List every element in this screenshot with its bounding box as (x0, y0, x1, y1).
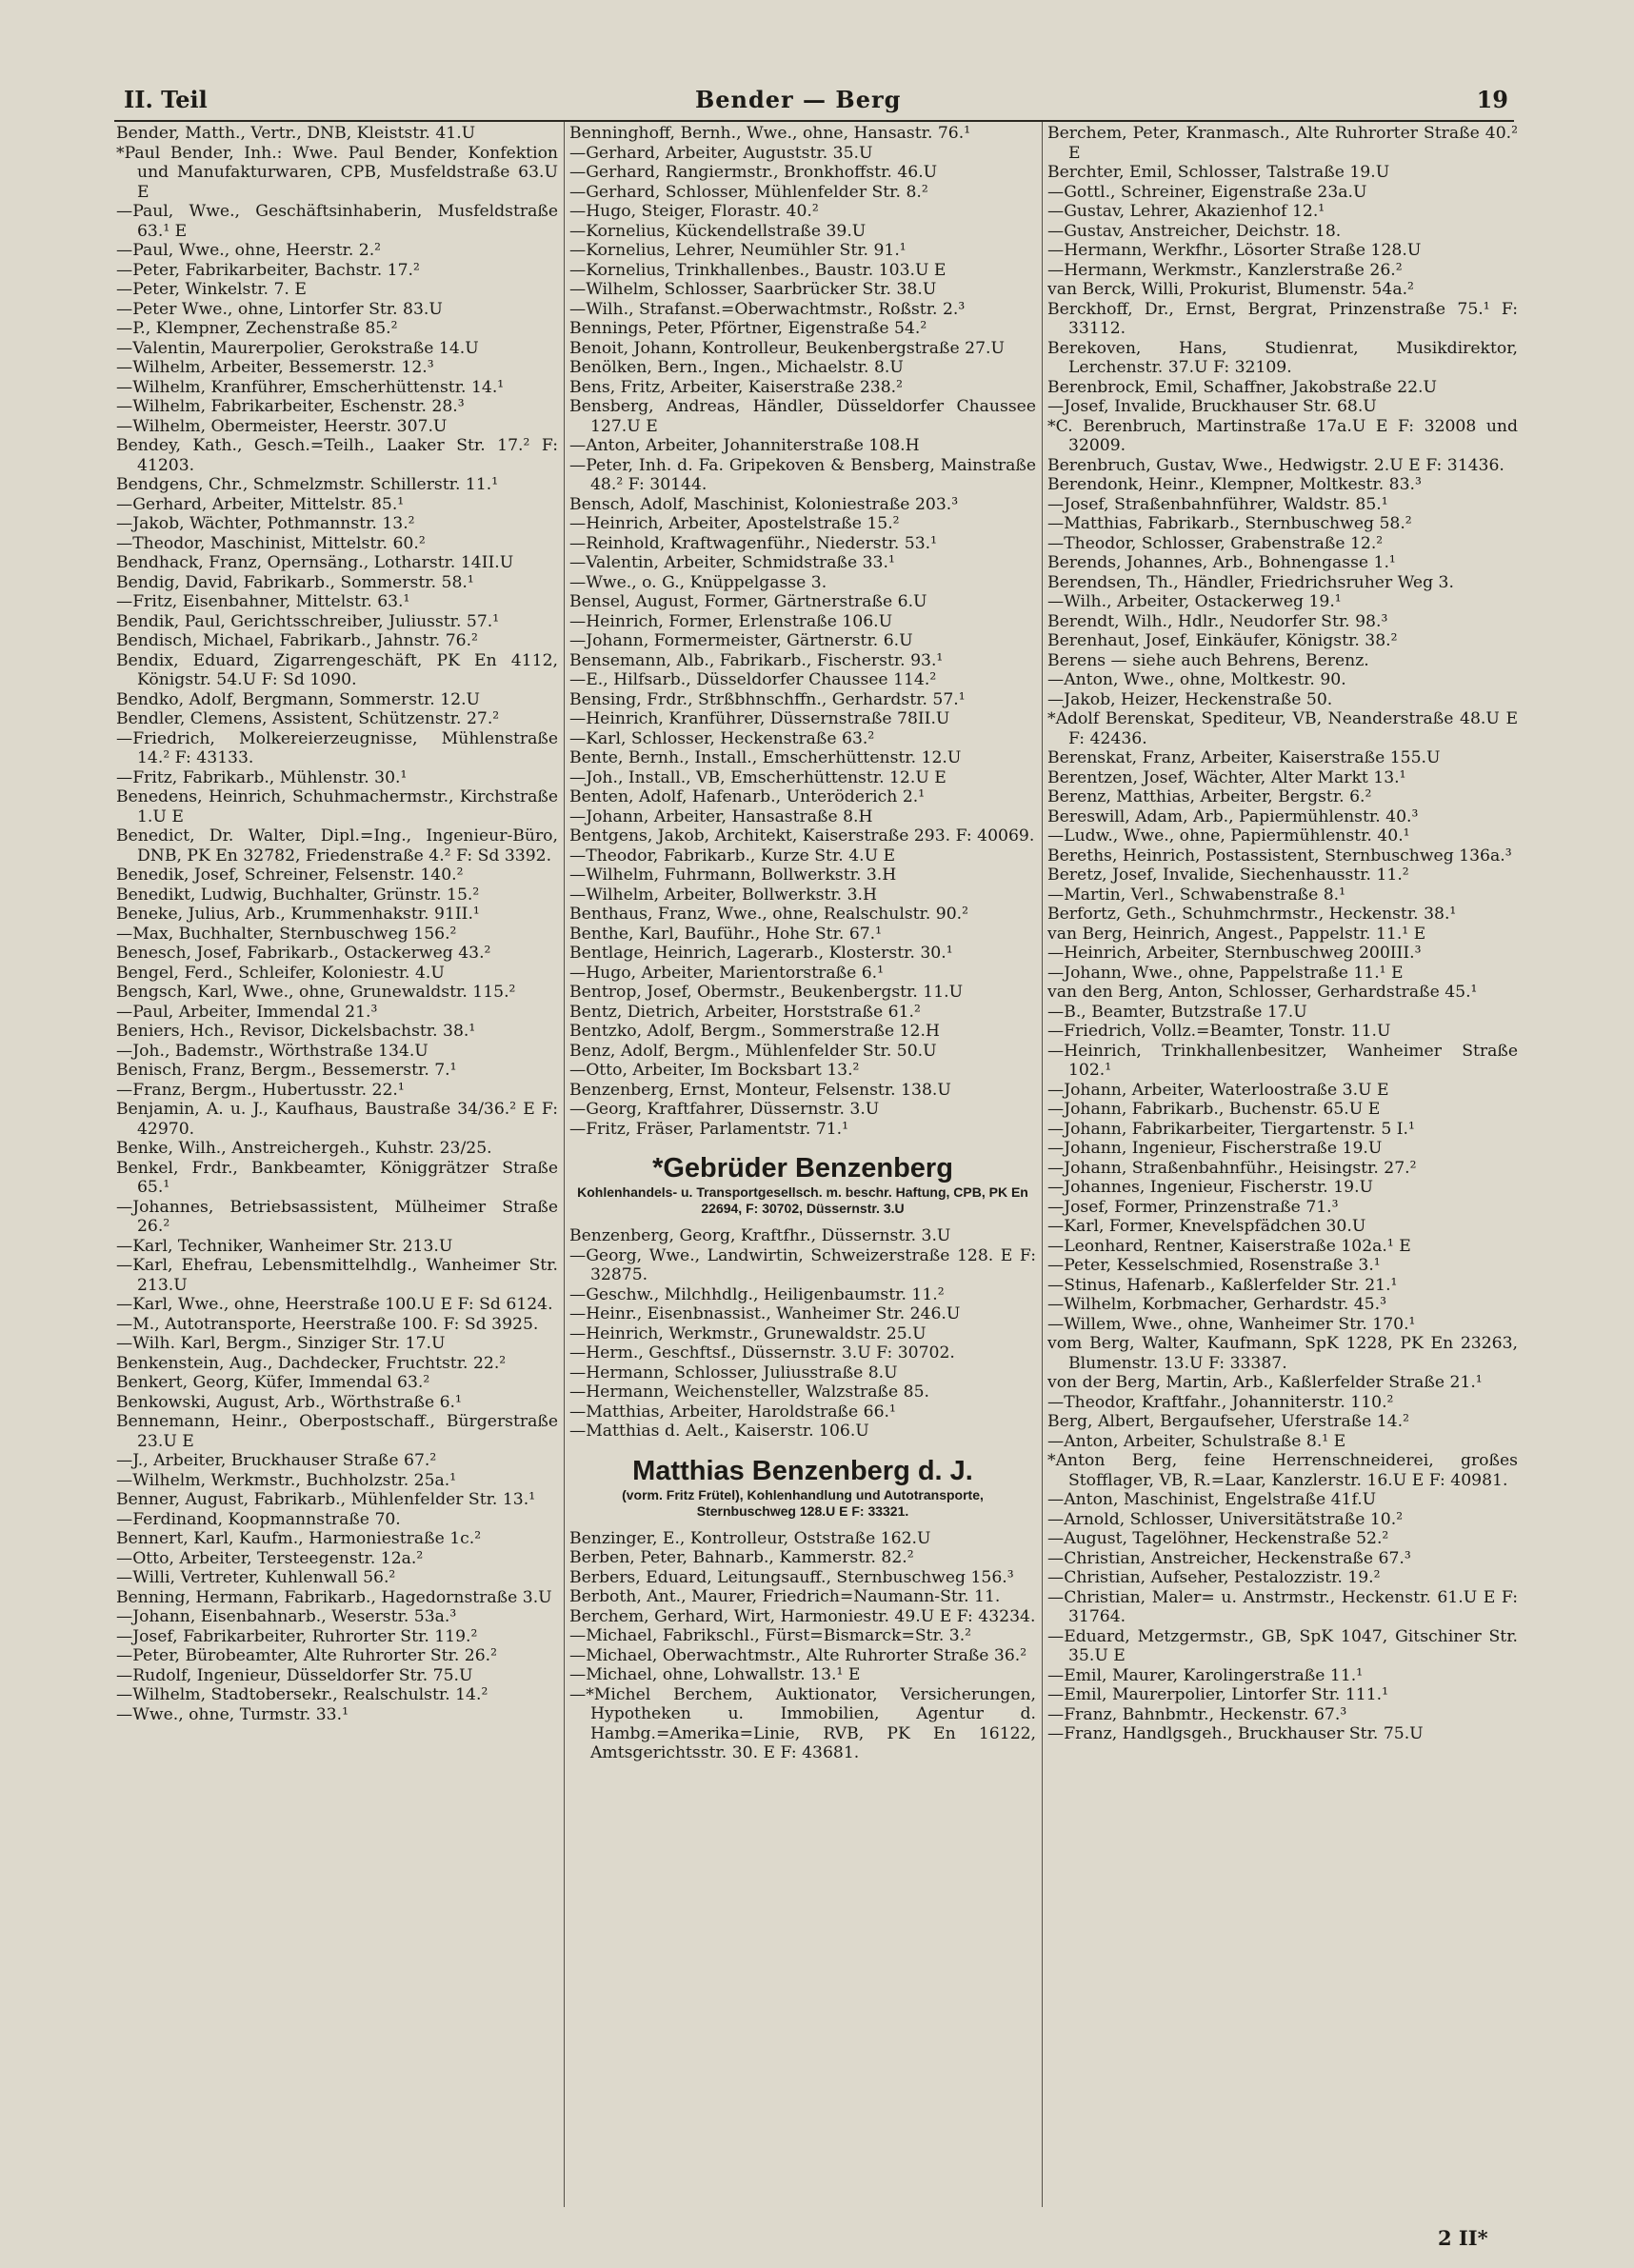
directory-entry: Bender, Matth., Vertr., DNB, Kleiststr. 41.U (116, 124, 476, 143)
directory-entry: —Anton, Maschinist, Engelstraße 41f.U (1047, 1490, 1377, 1509)
directory-entry: *Paul Bender, Inh.: Wwe. Paul Bender, Konfektion und Manufakturwaren, CPB, Musfeldstraße 63.U E (116, 143, 558, 202)
directory-entry: Bentz, Dietrich, Arbeiter, Horststraße 61.² (569, 1002, 921, 1022)
directory-entry: —Franz, Handlgsgeh., Bruckhauser Str. 75.U (1047, 1724, 1424, 1743)
directory-entry: Benning, Hermann, Fabrikarb., Hagedornstraße 3.U (116, 1587, 552, 1607)
directory-entry: Beniers, Hch., Revisor, Dickelsbachstr. 38.¹ (116, 1022, 476, 1041)
directory-entry: Benedens, Heinrich, Schuhmachermstr., Kirchstraße 1.U E (116, 787, 558, 826)
directory-entry: vom Berg, Walter, Kaufmann, SpK 1228, PK En 23263, Blumenstr. 13.U F: 33387. (1047, 1334, 1518, 1373)
directory-entry: Berchem, Peter, Kranmasch., Alte Ruhrorter Straße 40.² E (1047, 124, 1518, 163)
directory-entry: —Peter, Fabrikarbeiter, Bachstr. 17.² (116, 260, 420, 280)
directory-entry: *C. Berenbruch, Martinstraße 17a.U E F: 32008 und 32009. (1047, 416, 1518, 455)
directory-entry: —Matthias, Arbeiter, Haroldstraße 66.¹ (569, 1402, 896, 1422)
directory-entry: Bereswill, Adam, Arb., Papiermühlenstr. 40.³ (1047, 806, 1419, 826)
ad-subtitle: Kohlenhandels- u. Transportgesellsch. m. beschr. Haftung, CPB, PK En 22694, F: 30702, Düssernstr. 3.U (577, 1184, 1028, 1216)
directory-entry: —Johann, Fabrikarb., Buchenstr. 65.U E (1047, 1100, 1381, 1119)
directory-entry: —Heinr., Eisenbnassist., Wanheimer Str. 246.U (569, 1304, 961, 1323)
directory-entry: —Wilhelm, Fabrikarbeiter, Eschenstr. 28.³ (116, 397, 465, 416)
directory-column-3 (1047, 124, 1518, 2218)
directory-entry: Beretz, Josef, Invalide, Siechenhausstr. 11.² (1047, 865, 1409, 885)
directory-entry: Berentzen, Josef, Wächter, Alter Markt 13.¹ (1047, 767, 1406, 787)
section-label: II. Teil (124, 86, 208, 113)
directory-entry: Bendig, David, Fabrikarb., Sommerstr. 58.¹ (116, 572, 474, 592)
directory-entry: —Hermann, Schlosser, Juliusstraße 8.U (569, 1363, 898, 1383)
directory-entry: —Johann, Arbeiter, Waterloostraße 3.U E (1047, 1080, 1389, 1100)
directory-entry: Benten, Adolf, Hafenarb., Unteröderich 2.¹ (569, 787, 926, 806)
directory-entry: Bendgens, Chr., Schmelzmstr. Schillerstr. 11.¹ (116, 475, 499, 494)
directory-column-2 (569, 124, 1036, 2218)
directory-entry: —Johann, Fabrikarbeiter, Tiergartenstr. 5 I.¹ (1047, 1119, 1415, 1139)
directory-entry: Bendix, Eduard, Zigarrengeschäft, PK En 4112, Königstr. 54.U F: Sd 1090. (116, 650, 558, 689)
directory-entry: —Martin, Verl., Schwabenstraße 8.¹ (1047, 885, 1346, 905)
directory-entry: —Karl, Ehefrau, Lebensmittelhdlg., Wanheimer Str. 213.U (116, 1256, 558, 1295)
directory-entry: —Hugo, Arbeiter, Marientorstraße 6.¹ (569, 963, 885, 983)
directory-entry: —Christian, Aufseher, Pestalozzistr. 19.² (1047, 1568, 1381, 1587)
directory-entry: van Berck, Willi, Prokurist, Blumenstr. 54a.² (1047, 280, 1414, 299)
directory-entry: Berchter, Emil, Schlosser, Talstraße 19.U (1047, 163, 1390, 182)
directory-entry: —Karl, Wwe., ohne, Heerstraße 100.U E F: Sd 6124. (116, 1295, 553, 1314)
directory-entry: —Johannes, Ingenieur, Fischerstr. 19.U (1047, 1178, 1374, 1197)
directory-entry: Benzinger, E., Kontrolleur, Oststraße 162.U (569, 1528, 931, 1548)
directory-entry: Berenbrock, Emil, Schaffner, Jakobstraße 22.U (1047, 377, 1438, 397)
directory-entry: von der Berg, Martin, Arb., Kaßlerfelder Straße 21.¹ (1047, 1373, 1483, 1392)
directory-entry: —Heinrich, Arbeiter, Sternbuschweg 200III.³ (1047, 944, 1422, 963)
directory-entry: Benninghoff, Bernh., Wwe., ohne, Hansastr. 76.¹ (569, 124, 971, 143)
advertisement-block (569, 1455, 1036, 1520)
directory-entry: Bendey, Kath., Gesch.=Teilh., Laaker Str. 17.² F: 41203. (116, 436, 558, 475)
directory-entry: Bendik, Paul, Gerichtsschreiber, Juliusstr. 57.¹ (116, 611, 500, 631)
directory-entry: —Heinrich, Arbeiter, Apostelstraße 15.² (569, 514, 900, 533)
directory-entry: —Johann, Formermeister, Gärtnerstr. 6.U (569, 631, 913, 650)
directory-entry: Berckhoff, Dr., Ernst, Bergrat, Prinzenstraße 75.¹ F: 33112. (1047, 299, 1518, 338)
directory-entry: —Willi, Vertreter, Kuhlenwall 56.² (116, 1568, 396, 1587)
directory-entry: —Wilh. Karl, Bergm., Sinziger Str. 17.U (116, 1334, 446, 1353)
directory-entry: Bentlage, Heinrich, Lagerarb., Klosterstr. 30.¹ (569, 944, 953, 963)
directory-entry: Bente, Bernh., Install., Emscherhüttenstr. 12.U (569, 748, 962, 767)
directory-entry: —Wilhelm, Obermeister, Heerstr. 307.U (116, 416, 448, 436)
directory-entry: —Wilhelm, Fuhrmann, Bollwerkstr. 3.H (569, 865, 897, 885)
directory-entry: van Berg, Heinrich, Angest., Pappelstr. 11.¹ E (1047, 924, 1426, 944)
directory-entry: Bennings, Peter, Pförtner, Eigenstraße 54.² (569, 319, 927, 338)
directory-entry: —Kornelius, Kückendellstraße 39.U (569, 221, 867, 241)
directory-entry: —Karl, Former, Knevelspfädchen 30.U (1047, 1217, 1366, 1236)
directory-entry: Bens, Fritz, Arbeiter, Kaiserstraße 238.² (569, 377, 904, 397)
directory-entry: Benesch, Josef, Fabrikarb., Ostackerweg 43.² (116, 944, 491, 963)
directory-entry: Bendko, Adolf, Bergmann, Sommerstr. 12.U (116, 689, 481, 709)
directory-entry: Berenhaut, Josef, Einkäufer, Königstr. 38.² (1047, 631, 1398, 650)
directory-entry: —Jakob, Wächter, Pothmannstr. 13.² (116, 514, 415, 533)
directory-entry: Benkowski, August, Arb., Wörthstraße 6.¹ (116, 1392, 462, 1412)
directory-entry: —Hugo, Steiger, Florastr. 40.² (569, 202, 819, 221)
directory-entry: —Fritz, Fräser, Parlamentstr. 71.¹ (569, 1119, 848, 1139)
directory-entry: *Adolf Berenskat, Spediteur, VB, Neanderstraße 48.U E F: 42436. (1047, 709, 1518, 748)
directory-entry: —Anton, Arbeiter, Johanniterstraße 108.H (569, 436, 920, 455)
directory-entry: —Matthias d. Aelt., Kaiserstr. 106.U (569, 1422, 869, 1441)
directory-entry: —Matthias, Fabrikarb., Sternbuschweg 58.² (1047, 514, 1412, 533)
directory-entry: —Rudolf, Ingenieur, Düsseldorfer Str. 75.U (116, 1665, 473, 1685)
directory-entry: —Johann, Wwe., ohne, Pappelstraße 11.¹ E (1047, 963, 1404, 983)
directory-entry: —Gerhard, Arbeiter, Auguststr. 35.U (569, 143, 873, 163)
directory-entry: Benkert, Georg, Küfer, Immendal 63.² (116, 1373, 430, 1392)
directory-entry: —Michael, Fabrikschl., Fürst=Bismarck=Str. 3.² (569, 1626, 972, 1645)
directory-entry: —Johann, Eisenbahnarb., Weserstr. 53a.³ (116, 1607, 457, 1626)
directory-entry: —E., Hilfsarb., Düsseldorfer Chaussee 114.² (569, 670, 937, 689)
directory-entry: Berg, Albert, Bergaufseher, Uferstraße 14.² (1047, 1412, 1410, 1431)
directory-entry: —Wilhelm, Arbeiter, Bollwerkstr. 3.H (569, 885, 877, 905)
directory-entry: —Jakob, Heizer, Heckenstraße 50. (1047, 689, 1333, 709)
directory-entry: Berendsen, Th., Händler, Friedrichsruher Weg 3. (1047, 572, 1454, 592)
directory-entry: —August, Tagelöhner, Heckenstraße 52.² (1047, 1529, 1389, 1548)
directory-entry: Bensing, Frdr., Strßbhnschffn., Gerhardstr. 57.¹ (569, 689, 966, 709)
directory-entry: Benthe, Karl, Bauführ., Hohe Str. 67.¹ (569, 924, 883, 944)
ad-title: Matthias Benzenberg d. J. (632, 1455, 973, 1486)
directory-entry: —Josef, Invalide, Bruckhauser Str. 68.U (1047, 397, 1377, 416)
directory-entry: —Josef, Former, Prinzenstraße 71.³ (1047, 1197, 1339, 1217)
directory-column-1 (116, 124, 558, 2218)
directory-entry: —B., Beamter, Butzstraße 17.U (1047, 1002, 1307, 1022)
directory-entry: —Paul, Wwe., Geschäftsinhaberin, Musfeldstraße 63.¹ E (116, 202, 558, 241)
directory-entry: —Wilhelm, Korbmacher, Gerhardstr. 45.³ (1047, 1295, 1386, 1314)
directory-entry: —Heinrich, Werkmstr., Grunewaldstr. 25.U (569, 1323, 927, 1343)
directory-entry: —Gerhard, Rangiermstr., Bronkhoffstr. 46.U (569, 163, 938, 182)
directory-entry: Berenskat, Franz, Arbeiter, Kaiserstraße 155.U (1047, 748, 1441, 767)
directory-entry: —Wilh., Strafanst.=Oberwachtmstr., Roßstr. 2.³ (569, 299, 966, 319)
ad-title: *Gebrüder Benzenberg (652, 1153, 953, 1184)
directory-entry: Benner, August, Fabrikarb., Mühlenfelder Str. 13.¹ (116, 1490, 536, 1509)
directory-entry: —Theodor, Schlosser, Grabenstraße 12.² (1047, 533, 1384, 553)
directory-entry: —*Michel Berchem, Auktionator, Versicherungen, Hypotheken u. Immobilien, Agentur d. Hambg.=Amerika=Linie, RVB, PK En 16122, Amtsgerichtsstr. 30. E F: 43681. (569, 1684, 1036, 1762)
directory-entry: Beneke, Julius, Arb., Krummenhakstr. 91II.¹ (116, 905, 480, 924)
directory-entry: —Wilhelm, Schlosser, Saarbrücker Str. 38.U (569, 280, 937, 299)
directory-entry: —Wilh., Arbeiter, Ostackerweg 19.¹ (1047, 592, 1342, 611)
directory-entry: —Franz, Bahnbmtr., Heckenstr. 67.³ (1047, 1704, 1347, 1724)
directory-entry: —Otto, Arbeiter, Im Bocksbart 13.² (569, 1061, 860, 1080)
directory-entry: van den Berg, Anton, Schlosser, Gerhardstraße 45.¹ (1047, 983, 1478, 1002)
advertisement-block (569, 1152, 1036, 1217)
directory-entry: Berenbruch, Gustav, Wwe., Hedwigstr. 2.U E F: 31436. (1047, 455, 1504, 475)
directory-entry: —Herm., Geschftsf., Düssernstr. 3.U F: 30702. (569, 1343, 955, 1363)
directory-entry: Benjamin, A. u. J., Kaufhaus, Baustraße 34/36.² E F: 42970. (116, 1100, 558, 1139)
directory-entry: Berendt, Wilh., Hdlr., Neudorfer Str. 98.³ (1047, 611, 1388, 631)
directory-entry: —Theodor, Fabrikarb., Kurze Str. 4.U E (569, 846, 896, 865)
directory-entry: —Reinhold, Kraftwagenführ., Niederstr. 53.¹ (569, 533, 938, 553)
directory-entry: —Heinrich, Trinkhallenbesitzer, Wanheimer Straße 102.¹ (1047, 1041, 1518, 1080)
directory-entry: Bensberg, Andreas, Händler, Düsseldorfer Chaussee 127.U E (569, 397, 1036, 436)
directory-entry: —Leonhard, Rentner, Kaiserstraße 102a.¹ E (1047, 1236, 1411, 1256)
column-divider (1042, 122, 1043, 2207)
page-number: 19 (1476, 86, 1508, 113)
directory-entry: —Geschw., Milchhdlg., Heiligenbaumstr. 11.² (569, 1284, 945, 1304)
directory-entry: Berbers, Eduard, Leitungsauff., Sternbuschweg 156.³ (569, 1567, 1014, 1587)
directory-entry: —Johann, Straßenbahnführ., Heisingstr. 27.² (1047, 1158, 1417, 1178)
directory-entry: Bentrop, Josef, Obermstr., Beukenbergstr. 11.U (569, 983, 964, 1002)
directory-entry: —Gerhard, Arbeiter, Mittelstr. 85.¹ (116, 494, 405, 514)
directory-entry: —Wwe., o. G., Knüppelgasse 3. (569, 572, 827, 592)
directory-entry: Bereths, Heinrich, Postassistent, Sternbuschweg 136a.³ (1047, 846, 1512, 865)
directory-entry: —Karl, Schlosser, Heckenstraße 63.² (569, 728, 875, 748)
directory-entry: —Ludw., Wwe., ohne, Papiermühlenstr. 40.¹ (1047, 826, 1410, 846)
directory-entry: Benisch, Franz, Bergm., Bessemerstr. 7.¹ (116, 1061, 457, 1080)
directory-entry: Benedikt, Ludwig, Buchhalter, Grünstr. 15.² (116, 885, 480, 905)
directory-entry: —Willem, Wwe., ohne, Wanheimer Str. 170.¹ (1047, 1314, 1416, 1334)
directory-entry: —Michael, ohne, Lohwallstr. 13.¹ E (569, 1665, 861, 1684)
directory-entry: —Friedrich, Molkereierzeugnisse, Mühlenstraße 14.² F: 43133. (116, 728, 558, 767)
directory-entry: Bengel, Ferd., Schleifer, Koloniestr. 4.U (116, 963, 445, 983)
directory-entry: —Paul, Arbeiter, Immendal 21.³ (116, 1002, 378, 1022)
directory-entry: Berben, Peter, Bahnarb., Kammerstr. 82.² (569, 1548, 914, 1567)
directory-entry: —Stinus, Hafenarb., Kaßlerfelder Str. 21.¹ (1047, 1275, 1398, 1295)
directory-entry: —Friedrich, Vollz.=Beamter, Tonstr. 11.U (1047, 1022, 1391, 1041)
directory-entry: —Fritz, Fabrikarb., Mühlenstr. 30.¹ (116, 767, 408, 787)
directory-entry: Bengsch, Karl, Wwe., ohne, Grunewaldstr. 115.² (116, 983, 516, 1002)
directory-entry: —Johann, Arbeiter, Hansastraße 8.H (569, 806, 873, 826)
directory-entry: —Otto, Arbeiter, Tersteegenstr. 12a.² (116, 1548, 424, 1568)
directory-entry: —M., Autotransporte, Heerstraße 100. F: Sd 3925. (116, 1314, 539, 1334)
directory-entry: —Peter, Winkelstr. 7. E (116, 280, 307, 299)
directory-entry: —Josef, Fabrikarbeiter, Ruhrorter Str. 119.² (116, 1626, 478, 1646)
directory-entry: —Wilhelm, Arbeiter, Bessemerstr. 12.³ (116, 358, 434, 377)
directory-entry: —Gustav, Lehrer, Akazienhof 12.¹ (1047, 202, 1325, 221)
directory-entry: —Wwe., ohne, Turmstr. 33.¹ (116, 1704, 349, 1724)
directory-entry: —Anton, Wwe., ohne, Moltkestr. 90. (1047, 670, 1346, 689)
directory-entry: —Emil, Maurerpolier, Lintorfer Str. 111.¹ (1047, 1685, 1388, 1704)
directory-entry: Bendisch, Michael, Fabrikarb., Jahnstr. 76.² (116, 631, 478, 650)
directory-entry: Berchem, Gerhard, Wirt, Harmoniestr. 49.U E F: 43234. (569, 1606, 1036, 1626)
directory-entry: —Georg, Wwe., Landwirtin, Schweizerstraße 128. E F: 32875. (569, 1245, 1036, 1284)
directory-entry: Berfortz, Geth., Schuhmchrmstr., Heckenstr. 38.¹ (1047, 905, 1457, 924)
directory-entry: —Johannes, Betriebsassistent, Mülheimer Straße 26.² (116, 1197, 558, 1236)
directory-entry: Bentgens, Jakob, Architekt, Kaiserstraße 293. F: 40069. (569, 826, 1035, 846)
directory-entry: Berendonk, Heinr., Klempner, Moltkestr. 83.³ (1047, 475, 1422, 494)
directory-entry: Bendler, Clemens, Assistent, Schützenstr. 27.² (116, 709, 500, 728)
directory-entry: —Theodor, Maschinist, Mittelstr. 60.² (116, 533, 426, 553)
directory-entry: —Wilhelm, Kranführer, Emscherhüttenstr. 14.¹ (116, 377, 505, 397)
directory-entry: —Georg, Kraftfahrer, Düssernstr. 3.U (569, 1100, 880, 1119)
directory-entry: Benz, Adolf, Bergm., Mühlenfelder Str. 50.U (569, 1041, 937, 1061)
directory-entry: Benthaus, Franz, Wwe., ohne, Realschulstr. 90.² (569, 905, 969, 924)
directory-entry: *Anton Berg, feine Herrenschneiderei, großes Stofflager, VB, R.=Laar, Kanzlerstr. 16.U E F: 40981. (1047, 1451, 1518, 1490)
directory-entry: —Max, Buchhalter, Sternbuschweg 156.² (116, 924, 457, 944)
directory-entry: —Eduard, Metzgermstr., GB, SpK 1047, Gitschiner Str. 35.U E (1047, 1626, 1518, 1665)
directory-entry: —Josef, Straßenbahnführer, Waldstr. 85.¹ (1047, 494, 1388, 514)
directory-entry: Bensemann, Alb., Fabrikarb., Fischerstr. 93.¹ (569, 650, 944, 670)
directory-entry: Berenz, Matthias, Arbeiter, Bergstr. 6.² (1047, 787, 1372, 806)
ad-subtitle: (vorm. Fritz Frütel), Kohlenhandlung und Autotransporte, Sternbuschweg 128.U E F: 33321. (622, 1486, 984, 1519)
directory-entry: —Kornelius, Trinkhallenbes., Baustr. 103.U E (569, 260, 947, 280)
directory-entry: —Valentin, Maurerpolier, Gerokstraße 14.U (116, 338, 479, 358)
directory-entry: —Heinrich, Former, Erlenstraße 106.U (569, 611, 893, 631)
directory-entry: Benkenstein, Aug., Dachdecker, Fruchtstr. 22.² (116, 1353, 507, 1373)
directory-entry: —Emil, Maurer, Karolingerstraße 11.¹ (1047, 1665, 1364, 1685)
directory-entry: Bennert, Karl, Kaufm., Harmoniestraße 1c.² (116, 1529, 482, 1548)
directory-entry: Benedict, Dr. Walter, Dipl.=Ing., Ingenieur-Büro, DNB, PK En 32782, Friedenstraße 4.² F: Sd 3392. (116, 826, 558, 865)
directory-entry: —Arnold, Schlosser, Universitätstraße 10.² (1047, 1509, 1404, 1529)
page-header (114, 82, 1514, 122)
directory-entry: —Paul, Wwe., ohne, Heerstr. 2.² (116, 241, 382, 260)
directory-entry: —Hermann, Werkfhr., Lösorter Straße 128.U (1047, 241, 1422, 260)
directory-entry: Bensel, August, Former, Gärtnerstraße 6.U (569, 592, 927, 611)
directory-entry: Berboth, Ant., Maurer, Friedrich=Naumann-Str. 11. (569, 1587, 1001, 1606)
directory-entry: —Hermann, Weichensteller, Walzstraße 85. (569, 1383, 929, 1402)
directory-entry: —Valentin, Arbeiter, Schmidstraße 33.¹ (569, 553, 895, 572)
directory-entry: —Anton, Arbeiter, Schulstraße 8.¹ E (1047, 1431, 1346, 1451)
directory-entry: —Wilhelm, Werkmstr., Buchholzstr. 25a.¹ (116, 1470, 457, 1490)
directory-entry: —Gerhard, Schlosser, Mühlenfelder Str. 8.² (569, 182, 928, 202)
directory-entry: Benzenberg, Ernst, Monteur, Felsenstr. 138.U (569, 1080, 951, 1100)
directory-entry: Bentzko, Adolf, Bergm., Sommerstraße 12.H (569, 1022, 940, 1041)
directory-entry: Bensch, Adolf, Maschinist, Koloniestraße 203.³ (569, 494, 959, 514)
directory-entry: Benoit, Johann, Kontrolleur, Beukenbergstraße 27.U (569, 338, 1005, 358)
directory-entry: —Heinrich, Kranführer, Düssernstraße 78II.U (569, 709, 950, 728)
directory-entry: Benkel, Frdr., Bankbeamter, Königgrätzer Straße 65.¹ (116, 1158, 558, 1197)
directory-entry: —Joh., Bademstr., Wörthstraße 134.U (116, 1041, 428, 1061)
directory-entry: —Christian, Maler= u. Anstrmstr., Heckenstr. 61.U E F: 31764. (1047, 1587, 1518, 1626)
directory-entry: —P., Klempner, Zechenstraße 85.² (116, 319, 398, 338)
directory-entry: —Christian, Anstreicher, Heckenstraße 67.³ (1047, 1548, 1411, 1568)
directory-entry: —Peter, Bürobeamter, Alte Ruhrorter Str. 26.² (116, 1646, 498, 1665)
directory-entry: Berekoven, Hans, Studienrat, Musikdirektor, Lerchenstr. 37.U F: 32109. (1047, 338, 1518, 377)
directory-entry: —Ferdinand, Koopmannstraße 70. (116, 1509, 401, 1529)
directory-entry: Berends, Johannes, Arb., Bohnengasse 1.¹ (1047, 553, 1396, 572)
directory-entry: —Fritz, Eisenbahner, Mittelstr. 63.¹ (116, 592, 410, 611)
directory-entry: Benedik, Josef, Schreiner, Felsenstr. 140.² (116, 865, 464, 885)
signature-mark: 2 II* (1438, 2226, 1488, 2250)
directory-entry: —Peter, Inh. d. Fa. Gripekoven & Bensberg, Mainstraße 48.² F: 30144. (569, 455, 1036, 494)
directory-entry: Berens — siehe auch Behrens, Berenz. (1047, 650, 1369, 670)
directory-entry: —Johann, Ingenieur, Fischerstraße 19.U (1047, 1139, 1383, 1158)
directory-entry: —Peter, Kesselschmied, Rosenstraße 3.¹ (1047, 1256, 1381, 1275)
directory-entry: —Michael, Oberwachtmstr., Alte Ruhrorter Straße 36.² (569, 1645, 1027, 1665)
directory-entry: Bendhack, Franz, Opernsäng., Lotharstr. 14II.U (116, 553, 514, 572)
directory-entry: —Wilhelm, Stadtobersekr., Realschulstr. 14.² (116, 1685, 488, 1704)
directory-entry: —Franz, Bergm., Hubertusstr. 22.¹ (116, 1080, 405, 1100)
directory-entry: —Karl, Techniker, Wanheimer Str. 213.U (116, 1236, 453, 1256)
directory-entry: —Joh., Install., VB, Emscherhüttenstr. 12.U E (569, 767, 947, 787)
directory-entry: Benke, Wilh., Anstreichergeh., Kuhstr. 23/25. (116, 1139, 492, 1158)
directory-entry: —Gustav, Anstreicher, Deichstr. 18. (1047, 221, 1342, 241)
directory-entry: Benölken, Bern., Ingen., Michaelstr. 8.U (569, 358, 904, 377)
directory-entry: —Theodor, Kraftfahr., Johanniterstr. 110.² (1047, 1392, 1394, 1412)
column-divider (564, 122, 565, 2207)
directory-entry: —Peter Wwe., ohne, Lintorfer Str. 83.U (116, 299, 443, 319)
directory-entry: —J., Arbeiter, Bruckhauser Straße 67.² (116, 1451, 437, 1470)
directory-entry: Benzenberg, Georg, Kraftfhr., Düssernstr. 3.U (569, 1226, 951, 1245)
running-head: Bender — Berg (695, 86, 902, 113)
directory-entry: —Kornelius, Lehrer, Neumühler Str. 91.¹ (569, 241, 907, 260)
directory-entry: —Gottl., Schreiner, Eigenstraße 23a.U (1047, 182, 1367, 202)
directory-entry: —Hermann, Werkmstr., Kanzlerstraße 26.² (1047, 260, 1403, 280)
directory-entry: Bennemann, Heinr., Oberpostschaff., Bürgerstraße 23.U E (116, 1412, 558, 1451)
